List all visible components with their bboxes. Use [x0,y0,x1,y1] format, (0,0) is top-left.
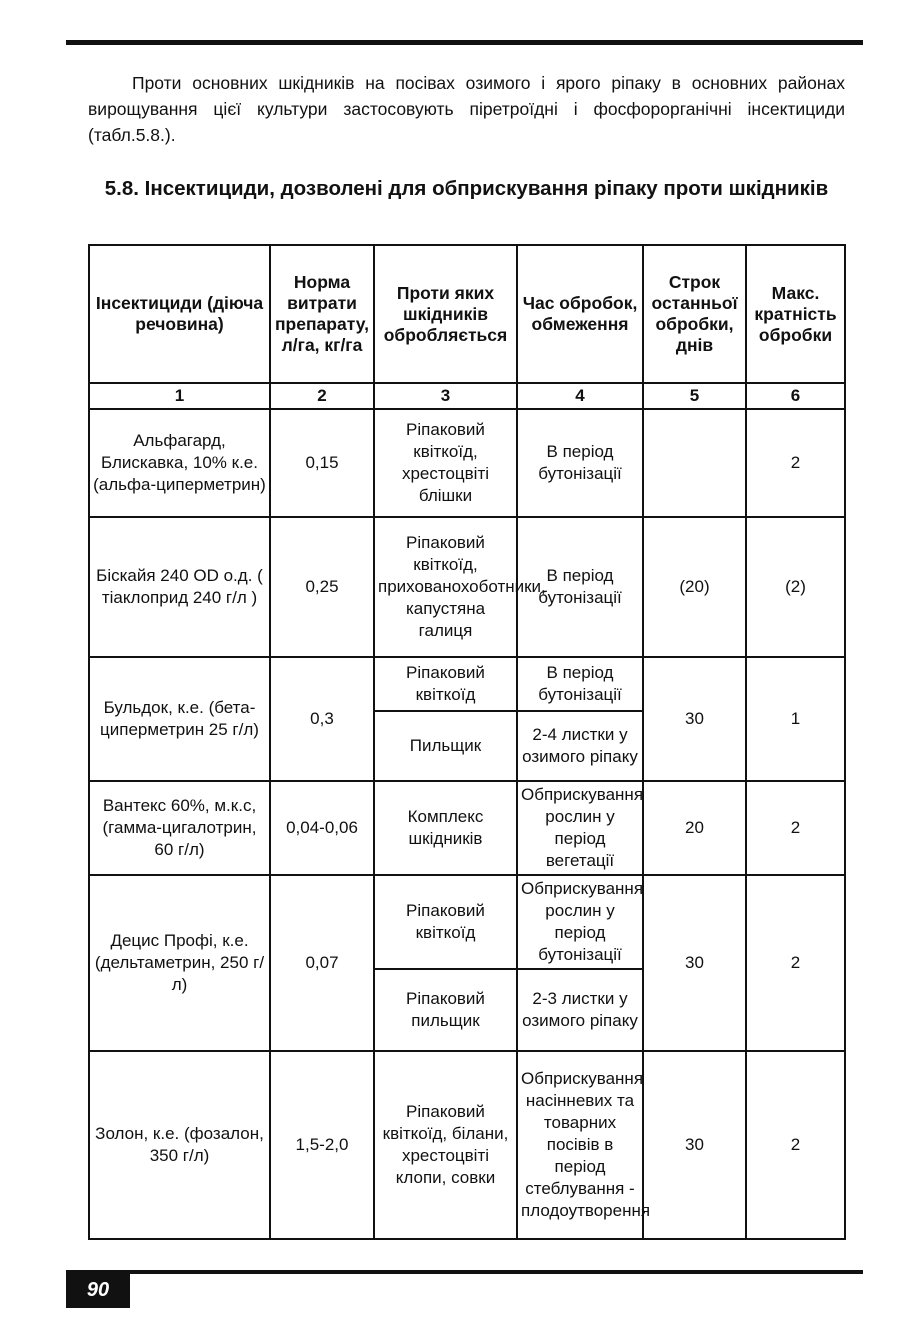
time-cell: 2-3 листки у озимого ріпаку [517,969,643,1051]
header-rate: Норма витрати препарату, л/га, кг/га [270,245,374,383]
pests-cell: Ріпаковий квіткоїд, хрестоцвіті блішки [374,409,517,517]
column-number: 2 [270,383,374,409]
table-row [89,781,845,875]
insecticide-cell: Бульдок, к.е. (бета-циперметрин 25 г/л) [89,657,270,781]
insecticide-cell: Вантекс 60%, м.к.с, (гамма-цигалотрин, 60 г/л) [89,781,270,875]
rate-cell: 0,04-0,06 [270,781,374,875]
top-rule [66,40,863,45]
column-number: 4 [517,383,643,409]
table-row [89,875,845,969]
header-time: Час обробок, обмеження [517,245,643,383]
insecticide-cell: Альфагард, Блискавка, 10% к.е. (альфа-циперметрин) [89,409,270,517]
time-cell: Обприскування рослин у період бутонізації [517,875,643,969]
time-cell: Обприскування рослин у період вегетації [517,781,643,875]
insecticide-cell: Біскайя 240 OD о.д. ( тіаклоприд 240 г/л ) [89,517,270,657]
time-cell: В період бутонізації [517,409,643,517]
bottom-rule [66,1270,863,1274]
time-cell: В період бутонізації [517,657,643,711]
time-cell: Обприскування насінневих та товарних посівів в період стеблування - плодоутворення [517,1051,643,1239]
term-cell: 30 [643,657,746,781]
pests-cell: Ріпаковий квіткоїд [374,875,517,969]
term-cell: (20) [643,517,746,657]
table-title: 5.8. Інсектициди, дозволені для обприскування ріпаку проти шкідників [104,177,829,200]
pests-cell: Ріпаковий квіткоїд, прихованохоботники, капустяна галиця [374,517,517,657]
table-header-row [89,245,845,383]
rate-cell: 0,3 [270,657,374,781]
time-cell: В період бутонізації [517,517,643,657]
column-number: 1 [89,383,270,409]
pests-cell: Пильщик [374,711,517,781]
term-cell [643,409,746,517]
pests-cell: Ріпаковий пильщик [374,969,517,1051]
header-insecticide: Інсектициди (діюча речовина) [89,245,270,383]
intro-paragraph: Проти основних шкідників на посівах озимого і ярого ріпаку в основних районах вирощування цієї культури застосовують піретроїдні і фосфорорганічні інсектициди (табл.5.8.). [88,73,845,145]
rate-cell: 0,07 [270,875,374,1051]
table-row [89,1051,845,1239]
pests-cell: Ріпаковий квіткоїд, білани, хрестоцвіті клопи, совки [374,1051,517,1239]
table-row [89,657,845,711]
max-cell: 1 [746,657,845,781]
header-max: Макс. кратність обробки [746,245,845,383]
pests-cell: Комплекс шкідників [374,781,517,875]
max-cell: 2 [746,781,845,875]
table-row [89,517,845,657]
column-number-row [89,383,845,409]
column-number: 6 [746,383,845,409]
header-term: Строк останньої обробки, днів [643,245,746,383]
max-cell: 2 [746,1051,845,1239]
max-cell: (2) [746,517,845,657]
header-pests: Проти яких шкідників обробляється [374,245,517,383]
insecticide-cell: Децис Профі, к.е. (дельтаметрин, 250 г/л) [89,875,270,1051]
term-cell: 20 [643,781,746,875]
column-number: 5 [643,383,746,409]
time-cell: 2-4 листки у озимого ріпаку [517,711,643,781]
max-cell: 2 [746,875,845,1051]
table-row [89,409,845,517]
max-cell: 2 [746,409,845,517]
term-cell: 30 [643,875,746,1051]
page-number: 90 [66,1270,130,1308]
rate-cell: 0,25 [270,517,374,657]
rate-cell: 0,15 [270,409,374,517]
insecticides-table [88,244,846,1240]
term-cell: 30 [643,1051,746,1239]
pests-cell: Ріпаковий квіткоїд [374,657,517,711]
rate-cell: 1,5-2,0 [270,1051,374,1239]
insecticide-cell: Золон, к.е. (фозалон, 350 г/л) [89,1051,270,1239]
column-number: 3 [374,383,517,409]
